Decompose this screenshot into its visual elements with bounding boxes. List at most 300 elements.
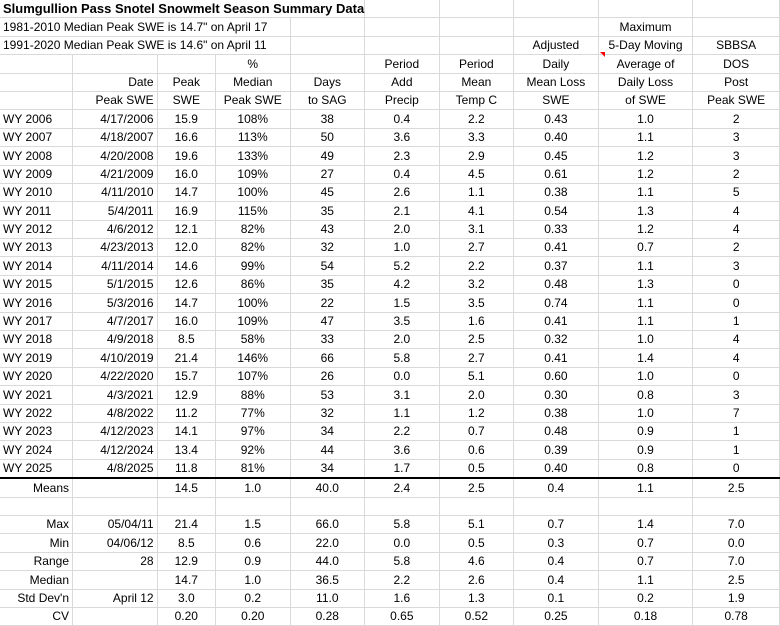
stat-cell[interactable]: 0.2 [598, 589, 693, 607]
data-cell[interactable]: 12.9 [157, 386, 215, 404]
data-cell[interactable]: 4/21/2009 [73, 165, 158, 183]
data-cell[interactable]: 3.1 [439, 220, 514, 238]
data-cell[interactable]: 58% [215, 331, 290, 349]
data-cell[interactable]: 1.3 [598, 202, 693, 220]
data-cell[interactable]: 5 [693, 183, 780, 201]
data-cell[interactable]: 86% [215, 275, 290, 293]
water-year-cell[interactable]: WY 2007 [0, 128, 73, 146]
data-cell[interactable]: 0.0 [365, 367, 440, 385]
water-year-cell[interactable]: WY 2022 [0, 404, 73, 422]
data-cell[interactable]: 1.2 [598, 147, 693, 165]
stat-cell[interactable]: April 12 [73, 589, 158, 607]
stat-cell[interactable]: 7.0 [693, 552, 780, 570]
data-cell[interactable]: 14.6 [157, 257, 215, 275]
stat-cell[interactable] [73, 478, 158, 497]
stat-cell[interactable]: 2.5 [693, 571, 780, 589]
stat-cell[interactable]: 5.8 [365, 552, 440, 570]
data-cell[interactable]: 2.0 [365, 220, 440, 238]
data-cell[interactable]: 3.3 [439, 128, 514, 146]
data-cell[interactable]: 16.6 [157, 128, 215, 146]
data-cell[interactable]: 0.4 [365, 110, 440, 128]
stat-label-cell[interactable]: CV [0, 607, 73, 625]
data-cell[interactable]: 5/3/2016 [73, 294, 158, 312]
stat-cell[interactable]: 0.7 [598, 534, 693, 552]
data-cell[interactable]: 49 [290, 147, 365, 165]
data-cell[interactable]: 0.45 [514, 147, 599, 165]
data-cell[interactable]: 0.37 [514, 257, 599, 275]
stat-label-cell[interactable]: Max [0, 515, 73, 533]
data-cell[interactable]: 1.0 [598, 110, 693, 128]
data-cell[interactable]: 0.60 [514, 367, 599, 385]
stat-cell[interactable]: 0.6 [215, 534, 290, 552]
stat-label-cell[interactable]: Median [0, 571, 73, 589]
data-cell[interactable]: 1.2 [598, 220, 693, 238]
header-cell[interactable]: Average of [598, 55, 693, 73]
header-cell[interactable] [290, 36, 365, 54]
data-cell[interactable]: 14.7 [157, 294, 215, 312]
data-cell[interactable]: 2.5 [439, 331, 514, 349]
data-cell[interactable]: 1.3 [598, 275, 693, 293]
header-cell[interactable]: Maximum [598, 18, 693, 36]
data-cell[interactable]: 0.6 [439, 441, 514, 459]
stat-cell[interactable]: 2.4 [365, 478, 440, 497]
data-cell[interactable]: 0.48 [514, 275, 599, 293]
data-cell[interactable]: 2.2 [439, 110, 514, 128]
stat-cell[interactable]: 2.5 [439, 478, 514, 497]
header-cell[interactable]: Peak SWE [73, 91, 158, 109]
data-cell[interactable]: 4/8/2025 [73, 459, 158, 478]
water-year-cell[interactable]: WY 2012 [0, 220, 73, 238]
stat-cell[interactable]: 0.3 [514, 534, 599, 552]
header-cell[interactable]: to SAG [290, 91, 365, 109]
data-cell[interactable]: 8.5 [157, 331, 215, 349]
stat-cell[interactable]: 0.9 [215, 552, 290, 570]
water-year-cell[interactable]: WY 2016 [0, 294, 73, 312]
header-cell[interactable]: Mean Loss [514, 73, 599, 91]
data-cell[interactable]: 54 [290, 257, 365, 275]
data-cell[interactable]: 4/22/2020 [73, 367, 158, 385]
stat-cell[interactable]: 28 [73, 552, 158, 570]
data-cell[interactable]: 1.6 [439, 312, 514, 330]
header-cell[interactable] [514, 18, 599, 36]
stat-cell[interactable]: 0.65 [365, 607, 440, 625]
header-cell[interactable]: Temp C [439, 91, 514, 109]
data-cell[interactable]: 2.2 [365, 422, 440, 440]
data-cell[interactable]: 0.54 [514, 202, 599, 220]
data-cell[interactable]: 27 [290, 165, 365, 183]
data-cell[interactable]: 34 [290, 422, 365, 440]
data-cell[interactable]: 26 [290, 367, 365, 385]
stat-cell[interactable]: 8.5 [157, 534, 215, 552]
data-cell[interactable]: 2 [693, 110, 780, 128]
stat-cell[interactable]: 4.6 [439, 552, 514, 570]
header-cell[interactable]: Add [365, 73, 440, 91]
data-cell[interactable]: 50 [290, 128, 365, 146]
stat-cell[interactable]: 05/04/11 [73, 515, 158, 533]
data-cell[interactable]: 1.1 [598, 128, 693, 146]
data-cell[interactable]: 0.5 [439, 459, 514, 478]
stat-cell[interactable]: 1.0 [215, 478, 290, 497]
data-cell[interactable]: 82% [215, 220, 290, 238]
data-cell[interactable]: 1.2 [439, 404, 514, 422]
data-cell[interactable]: 4 [693, 220, 780, 238]
data-cell[interactable]: 4/11/2010 [73, 183, 158, 201]
data-cell[interactable]: 35 [290, 202, 365, 220]
water-year-cell[interactable]: WY 2015 [0, 275, 73, 293]
stat-cell[interactable]: 1.4 [598, 515, 693, 533]
data-cell[interactable]: 1.1 [365, 404, 440, 422]
stat-cell[interactable]: 3.0 [157, 589, 215, 607]
water-year-cell[interactable]: WY 2014 [0, 257, 73, 275]
data-cell[interactable]: 4 [693, 331, 780, 349]
header-cell[interactable]: Post [693, 73, 780, 91]
data-cell[interactable]: 2.0 [365, 331, 440, 349]
water-year-cell[interactable]: WY 2020 [0, 367, 73, 385]
data-cell[interactable]: 15.7 [157, 367, 215, 385]
header-cell[interactable]: % [215, 55, 290, 73]
data-cell[interactable]: 133% [215, 147, 290, 165]
data-cell[interactable]: 108% [215, 110, 290, 128]
stat-cell[interactable]: 1.9 [693, 589, 780, 607]
data-cell[interactable]: 0.33 [514, 220, 599, 238]
data-cell[interactable]: 0.41 [514, 312, 599, 330]
stat-cell[interactable]: 0.7 [514, 515, 599, 533]
data-cell[interactable]: 35 [290, 275, 365, 293]
data-cell[interactable]: 14.7 [157, 183, 215, 201]
data-cell[interactable]: 92% [215, 441, 290, 459]
header-cell[interactable]: Peak SWE [693, 91, 780, 109]
data-cell[interactable]: 4/7/2017 [73, 312, 158, 330]
stat-cell[interactable]: 1.6 [365, 589, 440, 607]
stat-cell[interactable]: 22.0 [290, 534, 365, 552]
data-cell[interactable]: 22 [290, 294, 365, 312]
stat-cell[interactable]: 0.4 [514, 552, 599, 570]
data-cell[interactable]: 4.1 [439, 202, 514, 220]
stat-cell[interactable]: 0.28 [290, 607, 365, 625]
data-cell[interactable]: 11.2 [157, 404, 215, 422]
data-cell[interactable]: 4/11/2014 [73, 257, 158, 275]
data-cell[interactable]: 88% [215, 386, 290, 404]
cell[interactable] [439, 0, 514, 18]
stat-cell[interactable]: 2.2 [365, 571, 440, 589]
stat-cell[interactable]: 40.0 [290, 478, 365, 497]
data-cell[interactable]: 0.9 [598, 441, 693, 459]
stat-cell[interactable]: 0.4 [514, 571, 599, 589]
data-cell[interactable]: 3 [693, 257, 780, 275]
data-cell[interactable]: 0.41 [514, 239, 599, 257]
stat-cell[interactable]: 0.4 [514, 478, 599, 497]
data-cell[interactable]: 1.0 [598, 404, 693, 422]
water-year-cell[interactable]: WY 2008 [0, 147, 73, 165]
data-cell[interactable]: 81% [215, 459, 290, 478]
header-cell[interactable]: Daily [514, 55, 599, 73]
data-cell[interactable]: 1 [693, 422, 780, 440]
stat-cell[interactable]: 5.8 [365, 515, 440, 533]
data-cell[interactable]: 97% [215, 422, 290, 440]
data-cell[interactable]: 1.4 [598, 349, 693, 367]
data-cell[interactable]: 0.4 [365, 165, 440, 183]
data-cell[interactable]: 100% [215, 294, 290, 312]
stat-cell[interactable]: 0.2 [215, 589, 290, 607]
data-cell[interactable]: 3.5 [439, 294, 514, 312]
data-cell[interactable]: 1 [693, 441, 780, 459]
header-cell[interactable]: Precip [365, 91, 440, 109]
data-cell[interactable]: 21.4 [157, 349, 215, 367]
stat-label-cell[interactable]: Std Dev'n [0, 589, 73, 607]
data-cell[interactable]: 5.8 [365, 349, 440, 367]
stat-cell[interactable]: 1.0 [215, 571, 290, 589]
data-cell[interactable]: 3 [693, 147, 780, 165]
data-cell[interactable]: 77% [215, 404, 290, 422]
stat-cell[interactable]: 11.0 [290, 589, 365, 607]
data-cell[interactable]: 0.8 [598, 459, 693, 478]
stat-cell[interactable] [215, 497, 290, 515]
data-cell[interactable]: 4 [693, 202, 780, 220]
stat-cell[interactable]: 14.5 [157, 478, 215, 497]
data-cell[interactable]: 2 [693, 165, 780, 183]
stat-cell[interactable] [514, 497, 599, 515]
header-cell[interactable]: Peak SWE [215, 91, 290, 109]
data-cell[interactable]: 12.6 [157, 275, 215, 293]
data-cell[interactable]: 1.1 [598, 294, 693, 312]
data-cell[interactable]: 109% [215, 312, 290, 330]
stat-cell[interactable] [290, 497, 365, 515]
header-cell[interactable]: Daily Loss [598, 73, 693, 91]
header-cell[interactable]: Mean [439, 73, 514, 91]
data-cell[interactable]: 3.6 [365, 128, 440, 146]
data-cell[interactable]: 3 [693, 386, 780, 404]
data-cell[interactable]: 4/12/2024 [73, 441, 158, 459]
header-cell[interactable] [0, 91, 73, 109]
water-year-cell[interactable]: WY 2021 [0, 386, 73, 404]
data-cell[interactable]: 1.5 [365, 294, 440, 312]
data-cell[interactable]: 0.48 [514, 422, 599, 440]
data-cell[interactable]: 5.1 [439, 367, 514, 385]
data-cell[interactable]: 33 [290, 331, 365, 349]
header-cell[interactable] [0, 73, 73, 91]
stat-label-cell[interactable]: Min [0, 534, 73, 552]
header-cell[interactable]: SBBSA [693, 36, 780, 54]
stat-cell[interactable] [365, 497, 440, 515]
header-cell[interactable] [365, 36, 440, 54]
data-cell[interactable]: 5/1/2015 [73, 275, 158, 293]
data-cell[interactable]: 0.40 [514, 128, 599, 146]
data-cell[interactable]: 2.1 [365, 202, 440, 220]
data-cell[interactable]: 0.43 [514, 110, 599, 128]
water-year-cell[interactable]: WY 2025 [0, 459, 73, 478]
data-cell[interactable]: 115% [215, 202, 290, 220]
data-cell[interactable]: 2 [693, 239, 780, 257]
data-cell[interactable]: 0.40 [514, 459, 599, 478]
header-cell[interactable]: Peak [157, 73, 215, 91]
data-cell[interactable]: 4/12/2023 [73, 422, 158, 440]
data-cell[interactable]: 2.3 [365, 147, 440, 165]
data-cell[interactable]: 1.0 [598, 331, 693, 349]
data-cell[interactable]: 1.7 [365, 459, 440, 478]
data-cell[interactable]: 12.1 [157, 220, 215, 238]
stat-cell[interactable] [73, 497, 158, 515]
stat-label-cell[interactable]: Means [0, 478, 73, 497]
data-cell[interactable]: 13.4 [157, 441, 215, 459]
data-cell[interactable]: 0.32 [514, 331, 599, 349]
cell[interactable] [598, 0, 693, 18]
data-cell[interactable]: 16.0 [157, 312, 215, 330]
header-cell[interactable]: of SWE [598, 91, 693, 109]
data-cell[interactable]: 4/17/2006 [73, 110, 158, 128]
data-cell[interactable]: 2.2 [439, 257, 514, 275]
stat-cell[interactable] [693, 497, 780, 515]
data-cell[interactable]: 43 [290, 220, 365, 238]
header-cell[interactable]: DOS [693, 55, 780, 73]
header-cell[interactable]: Adjusted [514, 36, 599, 54]
stat-cell[interactable] [73, 571, 158, 589]
data-cell[interactable]: 2.0 [439, 386, 514, 404]
header-cell[interactable]: Period [439, 55, 514, 73]
data-cell[interactable]: 66 [290, 349, 365, 367]
data-cell[interactable]: 0.7 [598, 239, 693, 257]
water-year-cell[interactable]: WY 2018 [0, 331, 73, 349]
data-cell[interactable]: 4/18/2007 [73, 128, 158, 146]
water-year-cell[interactable]: WY 2019 [0, 349, 73, 367]
header-cell[interactable] [290, 55, 365, 73]
stat-cell[interactable]: 2.6 [439, 571, 514, 589]
stat-cell[interactable]: 7.0 [693, 515, 780, 533]
cell[interactable] [514, 0, 599, 18]
stat-cell[interactable]: 0.20 [157, 607, 215, 625]
water-year-cell[interactable]: WY 2010 [0, 183, 73, 201]
header-cell[interactable] [439, 18, 514, 36]
stat-cell[interactable]: 12.9 [157, 552, 215, 570]
stat-cell[interactable]: 66.0 [290, 515, 365, 533]
data-cell[interactable]: 1.0 [365, 239, 440, 257]
data-cell[interactable]: 4/6/2012 [73, 220, 158, 238]
stat-cell[interactable]: 14.7 [157, 571, 215, 589]
data-cell[interactable]: 109% [215, 165, 290, 183]
header-cell[interactable] [73, 55, 158, 73]
header-cell[interactable] [439, 36, 514, 54]
data-cell[interactable]: 0.39 [514, 441, 599, 459]
data-cell[interactable]: 14.1 [157, 422, 215, 440]
stat-cell[interactable] [439, 497, 514, 515]
data-cell[interactable]: 0.7 [439, 422, 514, 440]
stat-cell[interactable]: 1.3 [439, 589, 514, 607]
data-cell[interactable]: 32 [290, 404, 365, 422]
data-cell[interactable]: 4/8/2022 [73, 404, 158, 422]
data-cell[interactable]: 0.38 [514, 404, 599, 422]
data-cell[interactable]: 1.1 [439, 183, 514, 201]
data-cell[interactable]: 19.6 [157, 147, 215, 165]
header-cell[interactable] [693, 18, 780, 36]
data-cell[interactable]: 1.1 [598, 312, 693, 330]
header-cell[interactable] [157, 55, 215, 73]
data-cell[interactable]: 0.61 [514, 165, 599, 183]
data-cell[interactable]: 4/10/2019 [73, 349, 158, 367]
data-cell[interactable]: 2.6 [365, 183, 440, 201]
data-cell[interactable]: 34 [290, 459, 365, 478]
data-cell[interactable]: 0.74 [514, 294, 599, 312]
header-cell[interactable] [365, 18, 440, 36]
water-year-cell[interactable]: WY 2024 [0, 441, 73, 459]
data-cell[interactable]: 44 [290, 441, 365, 459]
data-cell[interactable]: 2.7 [439, 239, 514, 257]
data-cell[interactable]: 4.5 [439, 165, 514, 183]
data-cell[interactable]: 5/4/2011 [73, 202, 158, 220]
header-cell[interactable] [0, 55, 73, 73]
data-cell[interactable]: 7 [693, 404, 780, 422]
header-cell[interactable]: Median [215, 73, 290, 91]
stat-cell[interactable]: 1.1 [598, 478, 693, 497]
data-cell[interactable]: 1.1 [598, 183, 693, 201]
cell[interactable] [365, 0, 440, 18]
data-cell[interactable]: 99% [215, 257, 290, 275]
stat-cell[interactable]: 0.20 [215, 607, 290, 625]
stat-cell[interactable]: 0.0 [365, 534, 440, 552]
data-cell[interactable]: 1.2 [598, 165, 693, 183]
data-cell[interactable]: 16.9 [157, 202, 215, 220]
data-cell[interactable]: 0.41 [514, 349, 599, 367]
header-cell[interactable]: SWE [514, 91, 599, 109]
stat-cell[interactable]: 0.25 [514, 607, 599, 625]
water-year-cell[interactable]: WY 2017 [0, 312, 73, 330]
data-cell[interactable]: 0 [693, 367, 780, 385]
stat-cell[interactable]: 36.5 [290, 571, 365, 589]
data-cell[interactable]: 4/9/2018 [73, 331, 158, 349]
water-year-cell[interactable]: WY 2006 [0, 110, 73, 128]
data-cell[interactable]: 5.2 [365, 257, 440, 275]
data-cell[interactable]: 0.9 [598, 422, 693, 440]
water-year-cell[interactable]: WY 2009 [0, 165, 73, 183]
data-cell[interactable]: 146% [215, 349, 290, 367]
data-cell[interactable]: 1.1 [598, 257, 693, 275]
header-cell[interactable]: 5-Day Moving [598, 36, 693, 54]
data-cell[interactable]: 0 [693, 294, 780, 312]
stat-cell[interactable]: 0.7 [598, 552, 693, 570]
data-cell[interactable]: 2.7 [439, 349, 514, 367]
note-2[interactable]: 1991-2020 Median Peak SWE is 14.6" on April 11 [0, 36, 290, 54]
data-cell[interactable]: 3.2 [439, 275, 514, 293]
data-cell[interactable]: 1.0 [598, 367, 693, 385]
data-cell[interactable]: 12.0 [157, 239, 215, 257]
cell[interactable] [693, 0, 780, 18]
data-cell[interactable]: 45 [290, 183, 365, 201]
table-title[interactable]: Slumgullion Pass Snotel Snowmelt Season Summary Data [0, 0, 365, 18]
data-cell[interactable]: 1 [693, 312, 780, 330]
data-cell[interactable]: 82% [215, 239, 290, 257]
data-cell[interactable]: 2.9 [439, 147, 514, 165]
data-cell[interactable]: 0.8 [598, 386, 693, 404]
header-cell[interactable]: SWE [157, 91, 215, 109]
data-cell[interactable]: 4/23/2013 [73, 239, 158, 257]
stat-cell[interactable] [598, 497, 693, 515]
data-cell[interactable]: 3.1 [365, 386, 440, 404]
stat-cell[interactable]: 5.1 [439, 515, 514, 533]
header-cell[interactable]: Date [73, 73, 158, 91]
data-cell[interactable]: 11.8 [157, 459, 215, 478]
stat-cell[interactable]: 0.0 [693, 534, 780, 552]
data-cell[interactable]: 47 [290, 312, 365, 330]
header-cell[interactable]: Period [365, 55, 440, 73]
data-cell[interactable]: 16.0 [157, 165, 215, 183]
data-cell[interactable]: 0 [693, 275, 780, 293]
data-cell[interactable]: 38 [290, 110, 365, 128]
data-cell[interactable]: 3.6 [365, 441, 440, 459]
stat-cell[interactable]: 1.1 [598, 571, 693, 589]
data-cell[interactable]: 3.5 [365, 312, 440, 330]
data-cell[interactable]: 107% [215, 367, 290, 385]
stat-cell[interactable]: 0.52 [439, 607, 514, 625]
water-year-cell[interactable]: WY 2011 [0, 202, 73, 220]
stat-cell[interactable] [157, 497, 215, 515]
